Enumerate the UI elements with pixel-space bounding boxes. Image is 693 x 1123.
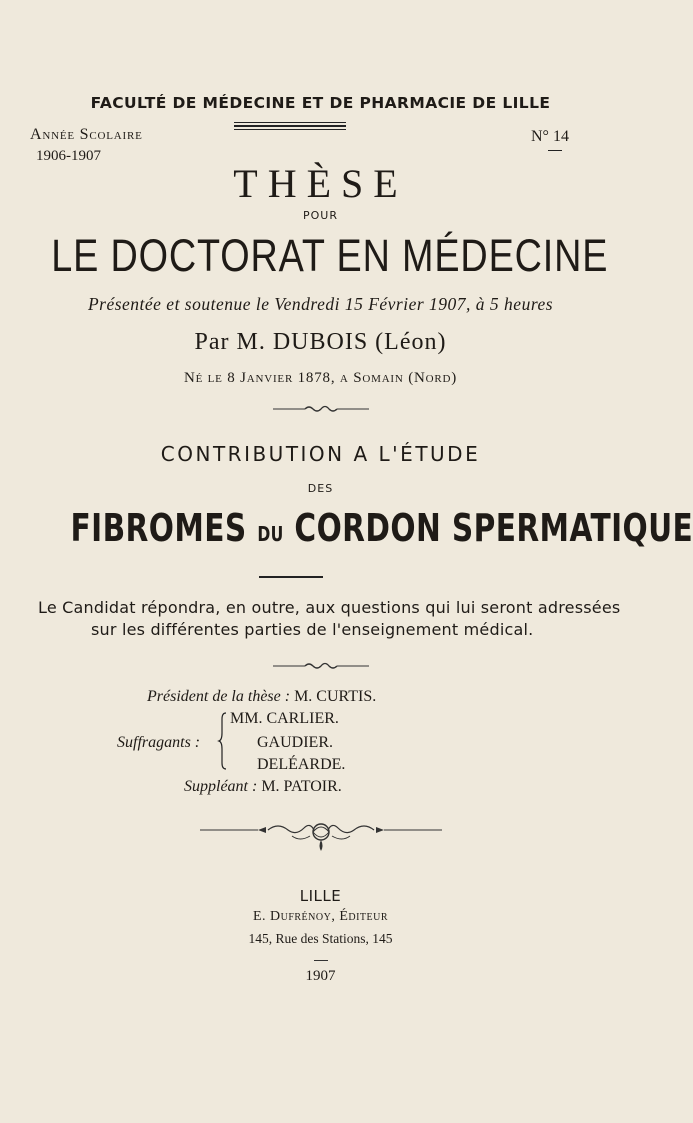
suffragant-2: GAUDIER. xyxy=(257,734,333,751)
birth-line: Né le 8 Janvier 1878, a Somain (Nord) xyxy=(183,370,458,386)
author-line: Par M. DUBOIS (Léon) xyxy=(194,329,447,355)
year-dash-divider xyxy=(314,960,328,961)
president-row xyxy=(147,688,376,706)
faculty-heading: FACULTÉ DE MÉDECINE ET DE PHARMACIE DE LILLE xyxy=(90,94,551,112)
flourish-icon xyxy=(271,403,371,415)
school-year-label: Année Scolaire xyxy=(30,126,143,143)
pour-label: POUR xyxy=(303,209,338,222)
doctorat-heading: LE DOCTORAT EN MÉDECINE xyxy=(51,230,609,281)
flourish-icon xyxy=(271,660,371,672)
publisher-name: E. Dufrénoy, Éditeur xyxy=(252,909,389,924)
candidate-note-line-2: sur les différentes parties de l'enseignement médical. xyxy=(91,620,534,639)
number-dash-divider xyxy=(548,150,562,151)
suffragants-label: Suffragants : xyxy=(117,734,201,751)
publisher-city: LILLE xyxy=(299,887,342,905)
subject-title-word-1: FIBROMES xyxy=(70,506,247,550)
suffragant-1: MM. CARLIER. xyxy=(230,710,339,727)
small-flourish-ornament xyxy=(0,403,641,415)
candidate-note-line-1: Le Candidat répondra, en outre, aux questions qui lui seront adressées xyxy=(38,598,621,617)
suffragant-3: DELÉARDE. xyxy=(257,756,346,773)
large-vignette-ornament xyxy=(0,818,641,854)
short-rule-divider xyxy=(259,576,323,578)
school-years: 1906-1907 xyxy=(36,148,101,164)
subject-title-word-2: CORDON SPERMATIQUE xyxy=(294,506,693,550)
president-label: Président de la thèse : xyxy=(147,688,291,705)
vignette-icon xyxy=(196,818,446,854)
suppleant-name: M. PATOIR. xyxy=(261,778,342,795)
these-heading: THÈSE xyxy=(233,161,408,206)
subject-title xyxy=(70,506,693,550)
publisher-address: 145, Rue des Stations, 145 xyxy=(248,931,393,946)
thesis-number: N° 14 xyxy=(531,128,569,145)
subject-title-du: DU xyxy=(257,522,284,546)
suppleant-row xyxy=(184,778,342,796)
brace-icon xyxy=(218,712,228,770)
small-flourish-ornament xyxy=(0,660,641,672)
presentation-date-line: Présentée et soutenue le Vendredi 15 Février 1907, à 5 heures xyxy=(87,294,554,314)
contribution-heading: CONTRIBUTION A L'ÉTUDE xyxy=(160,442,481,466)
president-name: M. CURTIS. xyxy=(294,688,377,705)
publication-year: 1907 xyxy=(305,968,336,984)
double-rule-divider xyxy=(234,122,346,132)
des-label: DES xyxy=(307,482,334,495)
suppleant-label: Suppléant : xyxy=(184,778,258,795)
